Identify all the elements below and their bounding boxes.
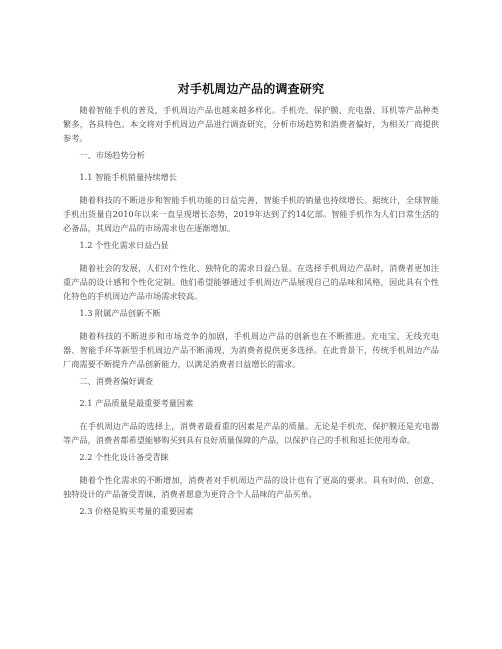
section-heading-market-trends: 一、市场趋势分析	[79, 150, 145, 160]
paragraph-2-1: 在手机周边产品的选择上，消费者最看重的因素是产品的质量。无论是手机壳、保护膜还是充电器等产品，消费者都希望能够购买到具有良好质量保障的产品，以保护自己的手机和延长使用寿命。	[63, 421, 439, 445]
paragraph-1-1: 随着科技的不断进步和智能手机功能的日益完善，智能手机的销量也持续增长。据统计，全球智能手机出货量自2010年以来一直呈现增长态势，2019年达到了约14亿部。智能手机作为人们日常生活的必备品，其周边产品的市场需求也在逐渐增加。	[63, 195, 439, 233]
intro-paragraph: 随着智能手机的普及，手机周边产品也越来越多样化。手机壳、保护膜、充电器、耳机等产品种类繁多，各具特色。本文将对手机周边产品进行调查研究，分析市场趋势和消费者偏好，为相关厂商提供参考。	[63, 105, 439, 143]
subsection-heading-2-2: 2.2 个性化设计备受青睐	[79, 452, 169, 462]
paragraph-2-2: 随着个性化需求的不断增加，消费者对手机周边产品的设计也有了更高的要求。具有时尚、创意、独特设计的产品备受青睐，消费者愿意为更符合个人品味的产品买单。	[63, 475, 439, 499]
subsection-heading-1-2: 1.2 个性化需求日益凸显	[79, 240, 169, 250]
paragraph-1-3: 随着科技的不断进步和市场竞争的加剧，手机周边产品的创新也在不断推进。充电宝、无线充电器、智能手环等新型手机周边产品不断涌现，为消费者提供更多选择。在此背景下，传统手机周边产品厂商需要不断提升产品创新能力，以满足消费者日益增长的需求。	[63, 331, 439, 369]
paragraph-1-2: 随着社会的发展，人们对个性化、独特化的需求日益凸显。在选择手机周边产品时，消费者更加注重产品的设计感和个性化定制。他们希望能够通过手机周边产品展现自己的品味和风格，因此具有个性化特色的手机周边产品市场需求较高。	[63, 263, 439, 301]
document-title: 对手机周边产品的调查研究	[177, 82, 325, 96]
document-body	[63, 103, 439, 527]
subsection-heading-1-1: 1.1 智能手机销量持续增长	[79, 172, 177, 182]
subsection-heading-2-3: 2.3 价格是购买考量的重要因素	[79, 506, 194, 516]
section-heading-consumer-preferences: 二、消费者偏好调查	[79, 376, 154, 386]
subsection-heading-2-1: 2.1 产品质量是最重要考量因素	[79, 398, 194, 408]
subsection-heading-1-3: 1.3 附属产品创新不断	[79, 308, 161, 318]
